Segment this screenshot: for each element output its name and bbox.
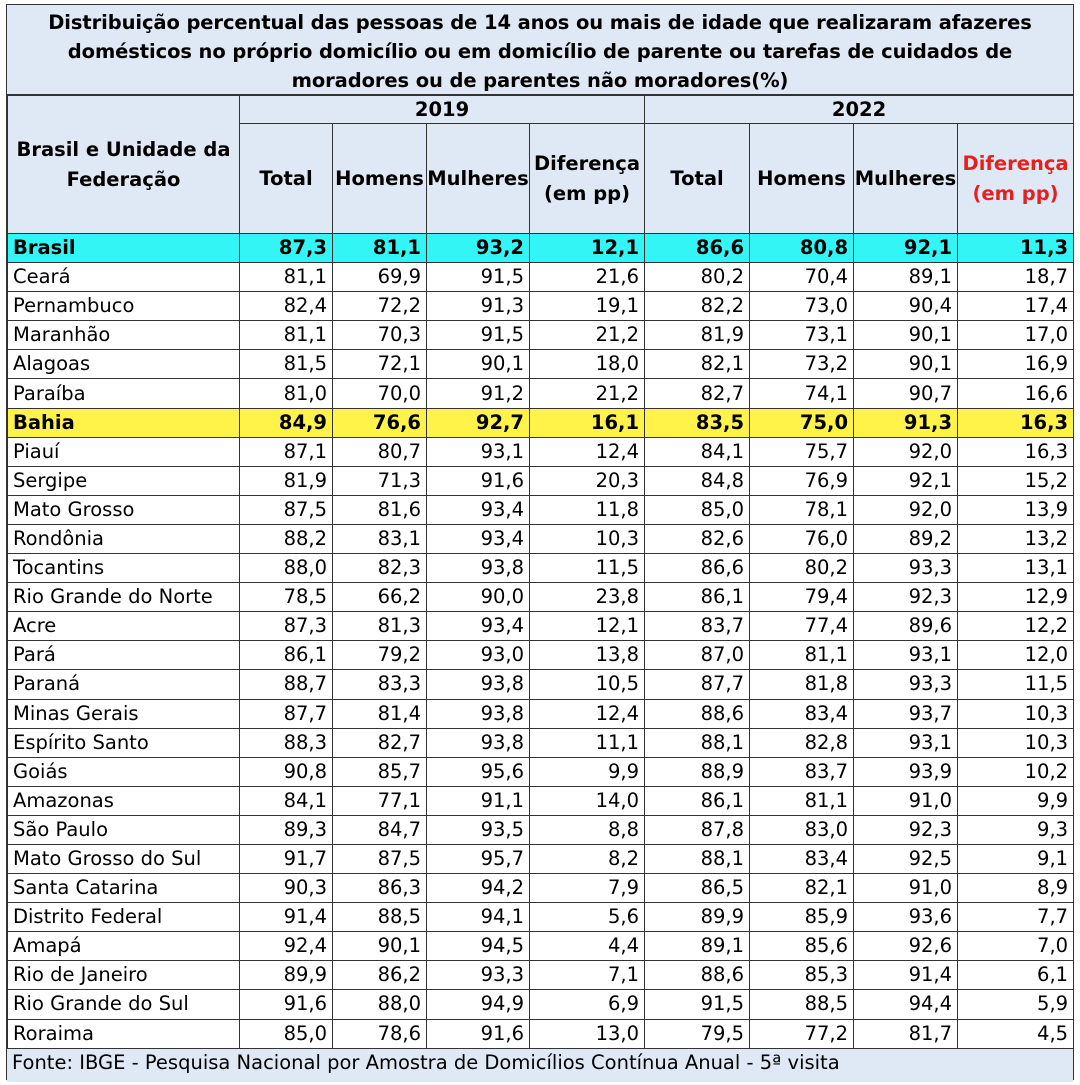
cell-value: 92,1 <box>854 466 958 495</box>
table-container <box>6 4 1074 1080</box>
cell-value: 91,0 <box>854 874 958 903</box>
cell-value: 5,6 <box>530 903 645 932</box>
cell-value: 93,1 <box>854 728 958 757</box>
cell-value: 82,3 <box>333 554 427 583</box>
cell-value: 86,5 <box>645 874 750 903</box>
table-row <box>8 437 1074 466</box>
cell-value: 93,6 <box>854 903 958 932</box>
cell-value: 78,6 <box>333 1019 427 1048</box>
cell-value: 90,1 <box>333 932 427 961</box>
header-mulheres-2022: Mulheres <box>854 124 958 234</box>
cell-value: 87,3 <box>240 234 333 263</box>
cell-value: 86,2 <box>333 961 427 990</box>
table-row <box>8 815 1074 844</box>
cell-value: 16,9 <box>958 350 1074 379</box>
cell-value: 83,7 <box>645 612 750 641</box>
cell-value: 88,5 <box>750 990 854 1019</box>
cell-value: 89,6 <box>854 612 958 641</box>
row-label: Roraima <box>8 1019 240 1048</box>
row-label: Goiás <box>8 757 240 786</box>
cell-value: 81,5 <box>240 350 333 379</box>
cell-value: 92,7 <box>427 408 530 437</box>
cell-value: 77,4 <box>750 612 854 641</box>
cell-value: 91,3 <box>854 408 958 437</box>
table-row <box>8 757 1074 786</box>
table-title: Distribuição percentual das pessoas de 14 anos ou mais de idade que realizaram afazeres domésticos no próprio domicílio ou em domicílio de parente ou tarefas de cuidados de moradores ou de parentes não moradores(%) <box>7 5 1073 95</box>
cell-value: 12,9 <box>958 583 1074 612</box>
row-label: Sergipe <box>8 466 240 495</box>
row-label: Mato Grosso do Sul <box>8 844 240 873</box>
cell-value: 81,4 <box>333 699 427 728</box>
row-label: Santa Catarina <box>8 874 240 903</box>
table-row <box>8 554 1074 583</box>
cell-value: 82,8 <box>750 728 854 757</box>
cell-value: 80,2 <box>645 263 750 292</box>
cell-value: 83,3 <box>333 670 427 699</box>
cell-value: 16,3 <box>958 408 1074 437</box>
cell-value: 90,1 <box>854 350 958 379</box>
cell-value: 85,0 <box>240 1019 333 1048</box>
cell-value: 70,0 <box>333 379 427 408</box>
cell-value: 73,2 <box>750 350 854 379</box>
table-row <box>8 670 1074 699</box>
cell-value: 10,3 <box>530 524 645 553</box>
table-row <box>8 524 1074 553</box>
cell-value: 91,6 <box>427 466 530 495</box>
cell-value: 85,9 <box>750 903 854 932</box>
row-label: Pará <box>8 641 240 670</box>
cell-value: 86,3 <box>333 874 427 903</box>
cell-value: 87,5 <box>333 844 427 873</box>
cell-value: 91,1 <box>427 786 530 815</box>
cell-value: 89,1 <box>854 263 958 292</box>
cell-value: 93,8 <box>427 670 530 699</box>
cell-value: 7,7 <box>958 903 1074 932</box>
table-row <box>8 234 1074 263</box>
cell-value: 12,1 <box>530 612 645 641</box>
cell-value: 71,3 <box>333 466 427 495</box>
cell-value: 93,4 <box>427 524 530 553</box>
cell-value: 90,8 <box>240 757 333 786</box>
cell-value: 11,5 <box>958 670 1074 699</box>
table-row <box>8 1019 1074 1048</box>
row-label: Minas Gerais <box>8 699 240 728</box>
cell-value: 86,1 <box>645 583 750 612</box>
header-homens-2019: Homens <box>333 124 427 234</box>
cell-value: 95,6 <box>427 757 530 786</box>
cell-value: 80,2 <box>750 554 854 583</box>
cell-value: 69,9 <box>333 263 427 292</box>
cell-value: 88,5 <box>333 903 427 932</box>
cell-value: 21,6 <box>530 263 645 292</box>
cell-value: 93,1 <box>427 437 530 466</box>
cell-value: 91,7 <box>240 844 333 873</box>
cell-value: 18,0 <box>530 350 645 379</box>
cell-value: 73,1 <box>750 321 854 350</box>
cell-value: 23,8 <box>530 583 645 612</box>
cell-value: 93,3 <box>854 670 958 699</box>
cell-value: 72,1 <box>333 350 427 379</box>
table-row <box>8 844 1074 873</box>
cell-value: 91,6 <box>240 990 333 1019</box>
cell-value: 83,1 <box>333 524 427 553</box>
cell-value: 70,4 <box>750 263 854 292</box>
table-row <box>8 641 1074 670</box>
cell-value: 8,9 <box>958 874 1074 903</box>
cell-value: 88,1 <box>645 728 750 757</box>
cell-value: 85,0 <box>645 495 750 524</box>
cell-value: 8,8 <box>530 815 645 844</box>
cell-value: 81,3 <box>333 612 427 641</box>
cell-value: 73,0 <box>750 292 854 321</box>
cell-value: 89,9 <box>645 903 750 932</box>
cell-value: 72,2 <box>333 292 427 321</box>
cell-value: 83,5 <box>645 408 750 437</box>
header-diferenca-2022: Diferença (em pp) <box>958 124 1074 234</box>
header-mulheres-2019: Mulheres <box>427 124 530 234</box>
cell-value: 12,1 <box>530 234 645 263</box>
cell-value: 81,9 <box>240 466 333 495</box>
cell-value: 94,5 <box>427 932 530 961</box>
table-row <box>8 263 1074 292</box>
row-label: Rio de Janeiro <box>8 961 240 990</box>
table-row <box>8 961 1074 990</box>
row-label: Paraná <box>8 670 240 699</box>
cell-value: 75,7 <box>750 437 854 466</box>
table-row <box>8 292 1074 321</box>
table-row <box>8 379 1074 408</box>
cell-value: 88,3 <box>240 728 333 757</box>
cell-value: 12,4 <box>530 699 645 728</box>
table-row <box>8 612 1074 641</box>
cell-value: 88,9 <box>645 757 750 786</box>
cell-value: 92,3 <box>854 815 958 844</box>
cell-value: 82,4 <box>240 292 333 321</box>
cell-value: 82,2 <box>645 292 750 321</box>
cell-value: 91,4 <box>854 961 958 990</box>
cell-value: 92,0 <box>854 495 958 524</box>
cell-value: 75,0 <box>750 408 854 437</box>
row-label: Rio Grande do Norte <box>8 583 240 612</box>
cell-value: 91,2 <box>427 379 530 408</box>
cell-value: 85,3 <box>750 961 854 990</box>
row-label: Rondônia <box>8 524 240 553</box>
cell-value: 94,9 <box>427 990 530 1019</box>
table-row <box>8 728 1074 757</box>
cell-value: 7,1 <box>530 961 645 990</box>
cell-value: 19,1 <box>530 292 645 321</box>
cell-value: 89,2 <box>854 524 958 553</box>
cell-value: 8,2 <box>530 844 645 873</box>
cell-value: 80,8 <box>750 234 854 263</box>
cell-value: 83,0 <box>750 815 854 844</box>
cell-value: 86,1 <box>645 786 750 815</box>
table-row <box>8 321 1074 350</box>
row-label: São Paulo <box>8 815 240 844</box>
cell-value: 10,2 <box>958 757 1074 786</box>
cell-value: 90,1 <box>427 350 530 379</box>
cell-value: 13,8 <box>530 641 645 670</box>
cell-value: 11,8 <box>530 495 645 524</box>
cell-value: 4,4 <box>530 932 645 961</box>
cell-value: 89,1 <box>645 932 750 961</box>
cell-value: 81,0 <box>240 379 333 408</box>
cell-value: 86,6 <box>645 554 750 583</box>
row-label: Alagoas <box>8 350 240 379</box>
cell-value: 83,4 <box>750 699 854 728</box>
cell-value: 93,4 <box>427 495 530 524</box>
header-year-2022: 2022 <box>645 96 1074 124</box>
source-note: Fonte: IBGE - Pesquisa Nacional por Amostra de Domicílios Contínua Anual - 5ª visita <box>7 1049 1073 1082</box>
cell-value: 12,4 <box>530 437 645 466</box>
cell-value: 82,1 <box>750 874 854 903</box>
cell-value: 77,1 <box>333 786 427 815</box>
cell-value: 93,0 <box>427 641 530 670</box>
header-homens-2022: Homens <box>750 124 854 234</box>
cell-value: 89,9 <box>240 961 333 990</box>
cell-value: 16,3 <box>958 437 1074 466</box>
cell-value: 12,0 <box>958 641 1074 670</box>
cell-value: 77,2 <box>750 1019 854 1048</box>
cell-value: 17,0 <box>958 321 1074 350</box>
cell-value: 81,1 <box>750 786 854 815</box>
cell-value: 21,2 <box>530 379 645 408</box>
cell-value: 86,6 <box>645 234 750 263</box>
cell-value: 76,9 <box>750 466 854 495</box>
cell-value: 91,4 <box>240 903 333 932</box>
cell-value: 7,9 <box>530 874 645 903</box>
row-label: Ceará <box>8 263 240 292</box>
cell-value: 95,7 <box>427 844 530 873</box>
cell-value: 83,4 <box>750 844 854 873</box>
cell-value: 84,8 <box>645 466 750 495</box>
cell-value: 12,2 <box>958 612 1074 641</box>
table-row <box>8 699 1074 728</box>
cell-value: 81,6 <box>333 495 427 524</box>
cell-value: 88,1 <box>645 844 750 873</box>
header-total-2022: Total <box>645 124 750 234</box>
table-row <box>8 990 1074 1019</box>
cell-value: 93,8 <box>427 554 530 583</box>
cell-value: 74,1 <box>750 379 854 408</box>
cell-value: 14,0 <box>530 786 645 815</box>
cell-value: 93,2 <box>427 234 530 263</box>
cell-value: 81,1 <box>240 263 333 292</box>
row-label: Brasil <box>8 234 240 263</box>
cell-value: 91,0 <box>854 786 958 815</box>
row-label: Piauí <box>8 437 240 466</box>
cell-value: 91,3 <box>427 292 530 321</box>
table-row <box>8 495 1074 524</box>
cell-value: 5,9 <box>958 990 1074 1019</box>
cell-value: 87,8 <box>645 815 750 844</box>
cell-value: 92,6 <box>854 932 958 961</box>
cell-value: 79,2 <box>333 641 427 670</box>
cell-value: 93,3 <box>854 554 958 583</box>
cell-value: 9,3 <box>958 815 1074 844</box>
cell-value: 17,4 <box>958 292 1074 321</box>
cell-value: 7,0 <box>958 932 1074 961</box>
table-row <box>8 932 1074 961</box>
cell-value: 85,6 <box>750 932 854 961</box>
row-label: Distrito Federal <box>8 903 240 932</box>
cell-value: 93,8 <box>427 728 530 757</box>
cell-value: 88,6 <box>645 961 750 990</box>
cell-value: 81,1 <box>750 641 854 670</box>
cell-value: 82,6 <box>645 524 750 553</box>
table-row <box>8 466 1074 495</box>
cell-value: 10,3 <box>958 699 1074 728</box>
cell-value: 90,0 <box>427 583 530 612</box>
table-row <box>8 408 1074 437</box>
table-row <box>8 583 1074 612</box>
cell-value: 81,9 <box>645 321 750 350</box>
cell-value: 87,5 <box>240 495 333 524</box>
cell-value: 13,1 <box>958 554 1074 583</box>
cell-value: 84,7 <box>333 815 427 844</box>
cell-value: 94,4 <box>854 990 958 1019</box>
cell-value: 91,5 <box>427 263 530 292</box>
header-total-2019: Total <box>240 124 333 234</box>
cell-value: 13,9 <box>958 495 1074 524</box>
cell-value: 6,9 <box>530 990 645 1019</box>
cell-value: 90,4 <box>854 292 958 321</box>
cell-value: 93,8 <box>427 699 530 728</box>
cell-value: 87,1 <box>240 437 333 466</box>
cell-value: 9,1 <box>958 844 1074 873</box>
cell-value: 78,5 <box>240 583 333 612</box>
cell-value: 21,2 <box>530 321 645 350</box>
row-label: Mato Grosso <box>8 495 240 524</box>
cell-value: 88,0 <box>240 554 333 583</box>
cell-value: 81,7 <box>854 1019 958 1048</box>
cell-value: 91,5 <box>645 990 750 1019</box>
cell-value: 79,5 <box>645 1019 750 1048</box>
cell-value: 84,1 <box>645 437 750 466</box>
cell-value: 13,0 <box>530 1019 645 1048</box>
data-table <box>7 95 1074 1049</box>
cell-value: 91,5 <box>427 321 530 350</box>
cell-value: 87,0 <box>645 641 750 670</box>
cell-value: 92,4 <box>240 932 333 961</box>
cell-value: 93,4 <box>427 612 530 641</box>
cell-value: 93,5 <box>427 815 530 844</box>
table-row <box>8 786 1074 815</box>
row-label: Tocantins <box>8 554 240 583</box>
cell-value: 76,0 <box>750 524 854 553</box>
cell-value: 16,6 <box>958 379 1074 408</box>
cell-value: 90,1 <box>854 321 958 350</box>
row-label: Espírito Santo <box>8 728 240 757</box>
row-label: Maranhão <box>8 321 240 350</box>
cell-value: 92,0 <box>854 437 958 466</box>
row-label: Acre <box>8 612 240 641</box>
cell-value: 92,3 <box>854 583 958 612</box>
cell-value: 66,2 <box>333 583 427 612</box>
table-row <box>8 350 1074 379</box>
cell-value: 88,0 <box>333 990 427 1019</box>
cell-value: 76,6 <box>333 408 427 437</box>
table-row <box>8 874 1074 903</box>
cell-value: 93,9 <box>854 757 958 786</box>
row-label: Bahia <box>8 408 240 437</box>
cell-value: 70,3 <box>333 321 427 350</box>
cell-value: 88,2 <box>240 524 333 553</box>
cell-value: 10,5 <box>530 670 645 699</box>
cell-value: 90,3 <box>240 874 333 903</box>
cell-value: 94,2 <box>427 874 530 903</box>
cell-value: 20,3 <box>530 466 645 495</box>
cell-value: 87,3 <box>240 612 333 641</box>
cell-value: 15,2 <box>958 466 1074 495</box>
row-label: Pernambuco <box>8 292 240 321</box>
cell-value: 84,9 <box>240 408 333 437</box>
cell-value: 81,1 <box>333 234 427 263</box>
cell-value: 87,7 <box>240 699 333 728</box>
row-label: Rio Grande do Sul <box>8 990 240 1019</box>
cell-value: 82,1 <box>645 350 750 379</box>
row-label: Amapá <box>8 932 240 961</box>
row-label: Amazonas <box>8 786 240 815</box>
cell-value: 83,7 <box>750 757 854 786</box>
table-row <box>8 903 1074 932</box>
cell-value: 78,1 <box>750 495 854 524</box>
cell-value: 6,1 <box>958 961 1074 990</box>
cell-value: 11,3 <box>958 234 1074 263</box>
cell-value: 82,7 <box>333 728 427 757</box>
cell-value: 81,8 <box>750 670 854 699</box>
cell-value: 9,9 <box>958 786 1074 815</box>
cell-value: 89,3 <box>240 815 333 844</box>
cell-value: 87,7 <box>645 670 750 699</box>
cell-value: 79,4 <box>750 583 854 612</box>
cell-value: 86,1 <box>240 641 333 670</box>
header-place: Brasil e Unidade da Federação <box>8 96 240 234</box>
cell-value: 11,5 <box>530 554 645 583</box>
cell-value: 10,3 <box>958 728 1074 757</box>
header-year-2019: 2019 <box>240 96 645 124</box>
cell-value: 85,7 <box>333 757 427 786</box>
cell-value: 92,1 <box>854 234 958 263</box>
cell-value: 94,1 <box>427 903 530 932</box>
cell-value: 9,9 <box>530 757 645 786</box>
header-diferenca-2019: Diferença (em pp) <box>530 124 645 234</box>
cell-value: 82,7 <box>645 379 750 408</box>
cell-value: 80,7 <box>333 437 427 466</box>
cell-value: 81,1 <box>240 321 333 350</box>
cell-value: 93,1 <box>854 641 958 670</box>
cell-value: 88,7 <box>240 670 333 699</box>
cell-value: 13,2 <box>958 524 1074 553</box>
cell-value: 4,5 <box>958 1019 1074 1048</box>
cell-value: 92,5 <box>854 844 958 873</box>
cell-value: 90,7 <box>854 379 958 408</box>
cell-value: 93,7 <box>854 699 958 728</box>
cell-value: 91,6 <box>427 1019 530 1048</box>
cell-value: 18,7 <box>958 263 1074 292</box>
cell-value: 11,1 <box>530 728 645 757</box>
cell-value: 16,1 <box>530 408 645 437</box>
cell-value: 88,6 <box>645 699 750 728</box>
cell-value: 84,1 <box>240 786 333 815</box>
row-label: Paraíba <box>8 379 240 408</box>
table-body <box>8 234 1074 1049</box>
cell-value: 93,3 <box>427 961 530 990</box>
